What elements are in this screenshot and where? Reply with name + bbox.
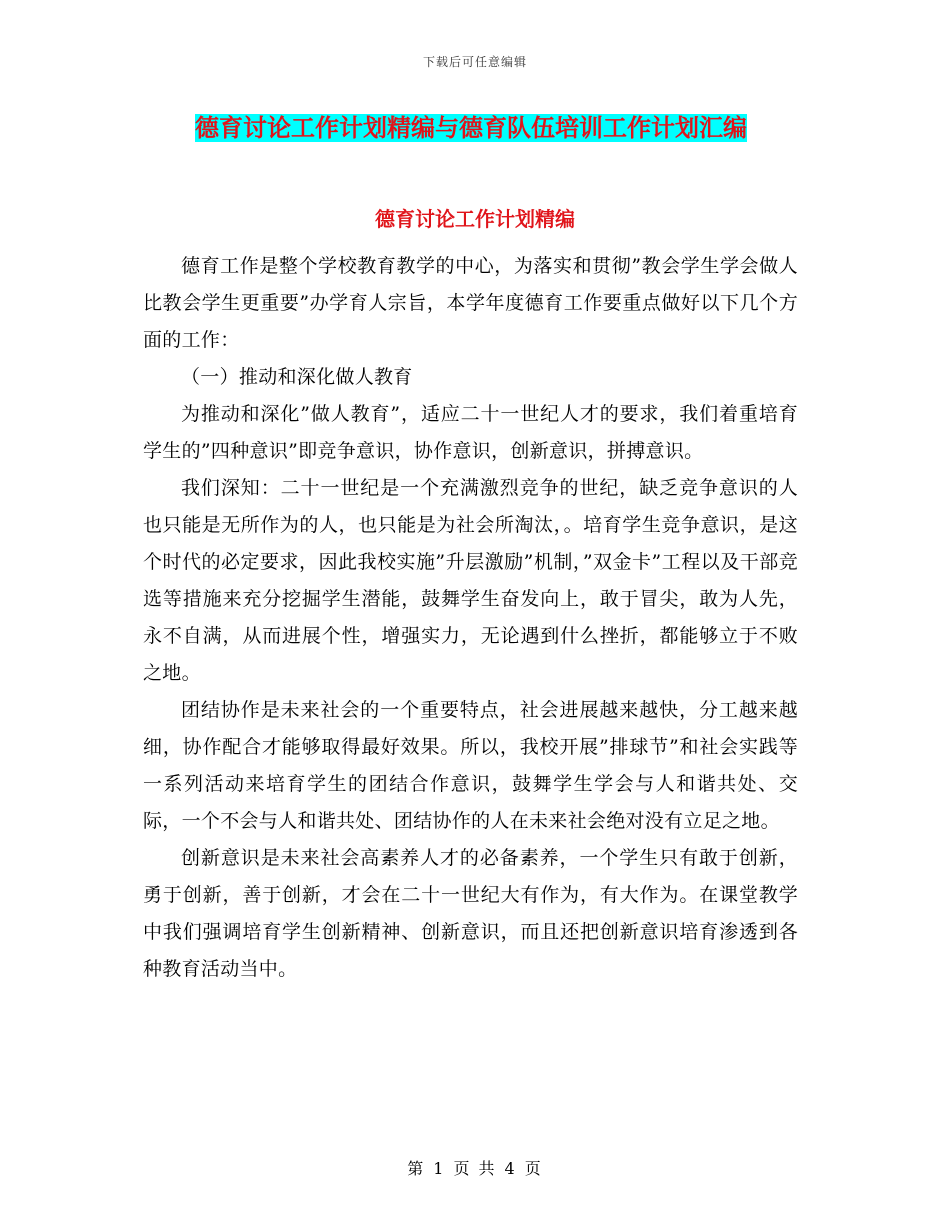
footer-prefix: 第 [407, 1159, 426, 1178]
section-title: 德育讨论工作计划精编 [375, 207, 575, 231]
subheading-1: （一）推动和深化做人教育 [181, 366, 413, 388]
footer-page-number: 1 [433, 1159, 446, 1178]
paragraph-four-awareness: 为推动和深化”做人教育”，适应二十一世纪人才的要求，我们着重培育学生的”四种意识”即竞争意识，协作意识，创新意识，拼搏意识。 [143, 403, 798, 462]
page-footer [0, 1156, 950, 1179]
document-title [193, 112, 749, 144]
document-body [143, 248, 798, 988]
footer-suffix: 页 [524, 1159, 543, 1178]
paragraph-innovation: 创新意识是未来社会高素养人才的必备素养，一个学生只有敢于创新，勇于创新，善于创新，才会在二十一世纪大有作为，有大作为。在课堂教学中我们强调培育学生创新精神、创新意识，而且还把创新意识培育渗透到各种教育活动当中。 [143, 847, 798, 980]
header-note: 下载后可任意编辑 [422, 55, 527, 69]
footer-middle: 页 共 [453, 1159, 497, 1178]
paragraph-cooperation: 团结协作是未来社会的一个重要特点，社会进展越来越快，分工越来越细，协作配合才能够取得最好效果。所以，我校开展”排球节”和社会实践等一系列活动来培育学生的团结合作意识，鼓舞学生学会与人和谐共处、交际，一个不会与人和谐共处、团结协作的人在未来社会绝对没有立足之地。 [143, 699, 798, 832]
document-title-text: 德育讨论工作计划精编与德育队伍培训工作计划汇编 [195, 114, 747, 142]
paragraph-intro: 德育工作是整个学校教育教学的中心，为落实和贯彻”教会学生学会做人比教会学生更重要”办学育人宗旨，本学年度德育工作要重点做好以下几个方面的工作： [143, 255, 798, 351]
paragraph-competition: 我们深知：二十一世纪是一个充满激烈竞争的世纪，缺乏竞争意识的人也只能是无所作为的人，也只能是为社会所淘汰，。培育学生竞争意识，是这个时代的必定要求，因此我校实施”升层激励”机制，”双金卡”工程以及干部竞选等措施来充分挖掘学生潜能，鼓舞学生奋发向上，敢于冒尖，敢为人先，永不自满，从而进展个性，增强实力，无论遇到什么挫折，都能够立于不败之地。 [143, 477, 798, 684]
footer-total-pages: 4 [504, 1159, 517, 1178]
